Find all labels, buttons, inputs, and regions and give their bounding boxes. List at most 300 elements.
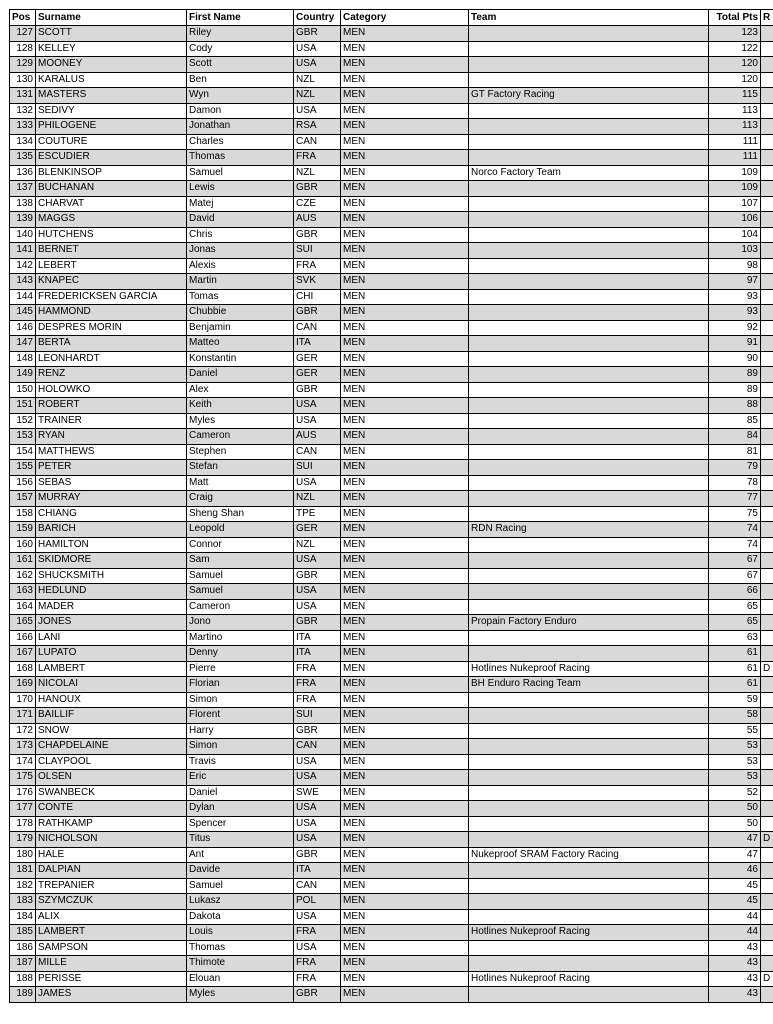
cell-surname: NICHOLSON [36, 832, 187, 848]
cell-team [469, 909, 709, 925]
cell-total-pts: 84 [709, 429, 761, 445]
cell-first-name: Thomas [187, 940, 294, 956]
cell-r [761, 646, 773, 662]
cell-r [761, 165, 773, 181]
cell-category: MEN [341, 460, 469, 476]
cell-team [469, 584, 709, 600]
cell-team [469, 258, 709, 274]
cell-r [761, 506, 773, 522]
cell-pos: 155 [10, 460, 36, 476]
cell-team [469, 289, 709, 305]
cell-total-pts: 61 [709, 661, 761, 677]
cell-team [469, 41, 709, 57]
cell-pos: 166 [10, 630, 36, 646]
cell-total-pts: 85 [709, 413, 761, 429]
table-row [10, 196, 773, 212]
cell-pos: 154 [10, 444, 36, 460]
table-row [10, 305, 773, 321]
cell-pos: 144 [10, 289, 36, 305]
cell-first-name: Alex [187, 382, 294, 398]
cell-country: GER [294, 522, 341, 538]
cell-total-pts: 47 [709, 847, 761, 863]
cell-first-name: Florian [187, 677, 294, 693]
cell-first-name: Martin [187, 274, 294, 290]
cell-pos: 171 [10, 708, 36, 724]
cell-total-pts: 52 [709, 785, 761, 801]
header-surname: Surname [36, 10, 187, 26]
cell-surname: CONTE [36, 801, 187, 817]
table-row [10, 537, 773, 553]
cell-surname: FREDERICKSEN GARCIA [36, 289, 187, 305]
cell-total-pts: 58 [709, 708, 761, 724]
header-team: Team [469, 10, 709, 26]
cell-surname: KNAPEC [36, 274, 187, 290]
cell-total-pts: 109 [709, 165, 761, 181]
cell-first-name: Davide [187, 863, 294, 879]
cell-team [469, 398, 709, 414]
table-row [10, 692, 773, 708]
cell-first-name: Keith [187, 398, 294, 414]
cell-total-pts: 104 [709, 227, 761, 243]
cell-team [469, 723, 709, 739]
cell-r [761, 181, 773, 197]
cell-first-name: Chris [187, 227, 294, 243]
cell-surname: RATHKAMP [36, 816, 187, 832]
cell-country: CAN [294, 878, 341, 894]
cell-country: USA [294, 801, 341, 817]
cell-category: MEN [341, 57, 469, 73]
cell-team [469, 227, 709, 243]
table-row [10, 863, 773, 879]
table-row [10, 57, 773, 73]
table-row [10, 88, 773, 104]
cell-r [761, 243, 773, 259]
table-row [10, 150, 773, 166]
cell-surname: NICOLAI [36, 677, 187, 693]
cell-first-name: Ant [187, 847, 294, 863]
cell-team: Norco Factory Team [469, 165, 709, 181]
cell-r [761, 491, 773, 507]
cell-team [469, 134, 709, 150]
cell-r [761, 119, 773, 135]
cell-country: USA [294, 57, 341, 73]
cell-pos: 160 [10, 537, 36, 553]
cell-first-name: Wyn [187, 88, 294, 104]
cell-total-pts: 115 [709, 88, 761, 104]
cell-total-pts: 65 [709, 599, 761, 615]
cell-pos: 130 [10, 72, 36, 88]
cell-pos: 139 [10, 212, 36, 228]
table-row [10, 553, 773, 569]
table-row [10, 336, 773, 352]
cell-surname: MILLE [36, 956, 187, 972]
cell-r [761, 460, 773, 476]
table-row [10, 506, 773, 522]
cell-country: FRA [294, 692, 341, 708]
cell-surname: SNOW [36, 723, 187, 739]
cell-r [761, 336, 773, 352]
cell-r [761, 615, 773, 631]
cell-pos: 158 [10, 506, 36, 522]
table-row [10, 909, 773, 925]
cell-team [469, 599, 709, 615]
cell-r [761, 801, 773, 817]
cell-category: MEN [341, 553, 469, 569]
cell-first-name: Matej [187, 196, 294, 212]
cell-surname: SCOTT [36, 26, 187, 42]
cell-first-name: Alexis [187, 258, 294, 274]
cell-country: FRA [294, 971, 341, 987]
cell-total-pts: 75 [709, 506, 761, 522]
cell-surname: CLAYPOOL [36, 754, 187, 770]
cell-country: GBR [294, 568, 341, 584]
standings-sheet [9, 9, 773, 1003]
cell-country: USA [294, 103, 341, 119]
cell-team [469, 119, 709, 135]
table-row [10, 723, 773, 739]
cell-r [761, 878, 773, 894]
table-row [10, 475, 773, 491]
cell-team [469, 956, 709, 972]
cell-first-name: Samuel [187, 165, 294, 181]
cell-r [761, 987, 773, 1003]
cell-surname: SEBAS [36, 475, 187, 491]
cell-first-name: Pierre [187, 661, 294, 677]
cell-category: MEN [341, 584, 469, 600]
cell-r [761, 41, 773, 57]
table-row [10, 754, 773, 770]
table-row [10, 971, 773, 987]
cell-team: GT Factory Racing [469, 88, 709, 104]
cell-category: MEN [341, 72, 469, 88]
cell-country: USA [294, 754, 341, 770]
cell-total-pts: 98 [709, 258, 761, 274]
cell-total-pts: 90 [709, 351, 761, 367]
cell-team: Hotlines Nukeproof Racing [469, 661, 709, 677]
cell-r [761, 599, 773, 615]
table-row [10, 382, 773, 398]
cell-total-pts: 43 [709, 940, 761, 956]
cell-team [469, 475, 709, 491]
cell-team [469, 878, 709, 894]
cell-team [469, 537, 709, 553]
cell-r [761, 537, 773, 553]
cell-country: GBR [294, 615, 341, 631]
cell-total-pts: 81 [709, 444, 761, 460]
cell-total-pts: 103 [709, 243, 761, 259]
cell-r [761, 956, 773, 972]
table-row [10, 568, 773, 584]
table-row [10, 770, 773, 786]
cell-surname: DALPIAN [36, 863, 187, 879]
cell-surname: COUTURE [36, 134, 187, 150]
cell-category: MEN [341, 770, 469, 786]
cell-surname: MAGGS [36, 212, 187, 228]
cell-category: MEN [341, 506, 469, 522]
cell-category: MEN [341, 801, 469, 817]
table-row [10, 522, 773, 538]
cell-pos: 152 [10, 413, 36, 429]
cell-pos: 168 [10, 661, 36, 677]
cell-pos: 169 [10, 677, 36, 693]
cell-pos: 133 [10, 119, 36, 135]
table-row [10, 26, 773, 42]
cell-pos: 128 [10, 41, 36, 57]
table-row [10, 351, 773, 367]
cell-pos: 175 [10, 770, 36, 786]
cell-r: D [761, 832, 773, 848]
cell-pos: 167 [10, 646, 36, 662]
cell-pos: 149 [10, 367, 36, 383]
cell-surname: LAMBERT [36, 925, 187, 941]
cell-pos: 127 [10, 26, 36, 42]
cell-r [761, 227, 773, 243]
cell-country: ITA [294, 630, 341, 646]
cell-surname: LANI [36, 630, 187, 646]
cell-surname: SHUCKSMITH [36, 568, 187, 584]
cell-pos: 181 [10, 863, 36, 879]
cell-first-name: Lewis [187, 181, 294, 197]
cell-r [761, 723, 773, 739]
cell-first-name: Harry [187, 723, 294, 739]
cell-country: NZL [294, 72, 341, 88]
cell-team [469, 863, 709, 879]
cell-surname: LEONHARDT [36, 351, 187, 367]
cell-total-pts: 107 [709, 196, 761, 212]
cell-category: MEN [341, 258, 469, 274]
cell-first-name: Titus [187, 832, 294, 848]
cell-country: GBR [294, 227, 341, 243]
cell-surname: PERISSE [36, 971, 187, 987]
cell-team [469, 320, 709, 336]
cell-first-name: Travis [187, 754, 294, 770]
cell-category: MEN [341, 723, 469, 739]
cell-surname: HANOUX [36, 692, 187, 708]
cell-team [469, 692, 709, 708]
table-row [10, 320, 773, 336]
cell-pos: 170 [10, 692, 36, 708]
cell-surname: MOONEY [36, 57, 187, 73]
cell-team: Nukeproof SRAM Factory Racing [469, 847, 709, 863]
cell-category: MEN [341, 398, 469, 414]
cell-category: MEN [341, 196, 469, 212]
cell-team: Hotlines Nukeproof Racing [469, 925, 709, 941]
cell-first-name: Benjamin [187, 320, 294, 336]
cell-surname: HEDLUND [36, 584, 187, 600]
cell-first-name: Cameron [187, 599, 294, 615]
cell-country: USA [294, 940, 341, 956]
cell-total-pts: 67 [709, 568, 761, 584]
cell-country: USA [294, 41, 341, 57]
cell-r [761, 26, 773, 42]
table-row [10, 894, 773, 910]
header-total-pts: Total Pts [709, 10, 761, 26]
cell-r [761, 398, 773, 414]
cell-pos: 186 [10, 940, 36, 956]
cell-category: MEN [341, 181, 469, 197]
cell-pos: 134 [10, 134, 36, 150]
cell-pos: 188 [10, 971, 36, 987]
cell-country: FRA [294, 661, 341, 677]
cell-team [469, 801, 709, 817]
cell-pos: 145 [10, 305, 36, 321]
cell-category: MEN [341, 227, 469, 243]
cell-category: MEN [341, 785, 469, 801]
cell-surname: SEDIVY [36, 103, 187, 119]
cell-pos: 150 [10, 382, 36, 398]
cell-team [469, 413, 709, 429]
cell-pos: 135 [10, 150, 36, 166]
cell-first-name: Samuel [187, 568, 294, 584]
cell-country: USA [294, 584, 341, 600]
cell-category: MEN [341, 212, 469, 228]
table-row [10, 615, 773, 631]
cell-total-pts: 93 [709, 289, 761, 305]
cell-r [761, 630, 773, 646]
cell-first-name: Denny [187, 646, 294, 662]
cell-r [761, 754, 773, 770]
cell-total-pts: 66 [709, 584, 761, 600]
cell-total-pts: 61 [709, 646, 761, 662]
cell-country: USA [294, 770, 341, 786]
cell-first-name: Cody [187, 41, 294, 57]
cell-total-pts: 74 [709, 522, 761, 538]
cell-team [469, 367, 709, 383]
table-row [10, 289, 773, 305]
cell-first-name: Riley [187, 26, 294, 42]
cell-total-pts: 53 [709, 739, 761, 755]
table-row [10, 227, 773, 243]
cell-total-pts: 120 [709, 72, 761, 88]
cell-surname: SZYMCZUK [36, 894, 187, 910]
cell-surname: CHAPDELAINE [36, 739, 187, 755]
cell-first-name: Ben [187, 72, 294, 88]
table-row [10, 72, 773, 88]
cell-r [761, 88, 773, 104]
cell-country: CAN [294, 739, 341, 755]
table-row [10, 429, 773, 445]
cell-category: MEN [341, 847, 469, 863]
cell-category: MEN [341, 599, 469, 615]
cell-pos: 173 [10, 739, 36, 755]
cell-category: MEN [341, 103, 469, 119]
cell-category: MEN [341, 894, 469, 910]
cell-country: FRA [294, 258, 341, 274]
table-row [10, 987, 773, 1003]
cell-first-name: Jonathan [187, 119, 294, 135]
cell-surname: BUCHANAN [36, 181, 187, 197]
cell-pos: 157 [10, 491, 36, 507]
cell-pos: 162 [10, 568, 36, 584]
cell-r [761, 212, 773, 228]
cell-team [469, 57, 709, 73]
cell-surname: ALIX [36, 909, 187, 925]
table-row [10, 165, 773, 181]
cell-country: NZL [294, 537, 341, 553]
header-r: R [761, 10, 773, 26]
cell-category: MEN [341, 243, 469, 259]
cell-team [469, 816, 709, 832]
cell-r [761, 475, 773, 491]
cell-team [469, 196, 709, 212]
cell-surname: TRAINER [36, 413, 187, 429]
cell-team [469, 150, 709, 166]
cell-total-pts: 53 [709, 754, 761, 770]
table-row [10, 181, 773, 197]
header-first-name: First Name [187, 10, 294, 26]
cell-team [469, 630, 709, 646]
cell-category: MEN [341, 274, 469, 290]
cell-surname: BERNET [36, 243, 187, 259]
cell-r [761, 677, 773, 693]
cell-category: MEN [341, 336, 469, 352]
cell-pos: 147 [10, 336, 36, 352]
cell-surname: RYAN [36, 429, 187, 445]
table-row [10, 274, 773, 290]
cell-total-pts: 77 [709, 491, 761, 507]
cell-surname: LUPATO [36, 646, 187, 662]
cell-country: GBR [294, 181, 341, 197]
cell-pos: 148 [10, 351, 36, 367]
cell-category: MEN [341, 289, 469, 305]
cell-country: GER [294, 367, 341, 383]
cell-team [469, 491, 709, 507]
cell-first-name: Cameron [187, 429, 294, 445]
table-row [10, 398, 773, 414]
header-pos: Pos [10, 10, 36, 26]
cell-first-name: Daniel [187, 367, 294, 383]
cell-r [761, 289, 773, 305]
cell-total-pts: 43 [709, 987, 761, 1003]
cell-category: MEN [341, 692, 469, 708]
cell-category: MEN [341, 305, 469, 321]
cell-country: USA [294, 599, 341, 615]
cell-category: MEN [341, 491, 469, 507]
cell-first-name: Myles [187, 987, 294, 1003]
cell-category: MEN [341, 165, 469, 181]
cell-category: MEN [341, 940, 469, 956]
cell-total-pts: 45 [709, 878, 761, 894]
table-row [10, 646, 773, 662]
cell-first-name: Craig [187, 491, 294, 507]
cell-country: USA [294, 909, 341, 925]
cell-total-pts: 123 [709, 26, 761, 42]
cell-team: Propain Factory Enduro [469, 615, 709, 631]
cell-r [761, 134, 773, 150]
cell-total-pts: 111 [709, 150, 761, 166]
cell-category: MEN [341, 568, 469, 584]
cell-country: FRA [294, 150, 341, 166]
table-row [10, 847, 773, 863]
cell-pos: 179 [10, 832, 36, 848]
header-row [10, 10, 773, 26]
cell-r [761, 739, 773, 755]
cell-first-name: Sam [187, 553, 294, 569]
table-row [10, 708, 773, 724]
cell-pos: 180 [10, 847, 36, 863]
cell-r [761, 57, 773, 73]
cell-total-pts: 59 [709, 692, 761, 708]
cell-country: CAN [294, 134, 341, 150]
cell-surname: HAMMOND [36, 305, 187, 321]
cell-first-name: Thimote [187, 956, 294, 972]
cell-surname: BAILLIF [36, 708, 187, 724]
cell-country: GBR [294, 723, 341, 739]
cell-surname: ROBERT [36, 398, 187, 414]
cell-total-pts: 88 [709, 398, 761, 414]
cell-total-pts: 44 [709, 909, 761, 925]
cell-category: MEN [341, 661, 469, 677]
